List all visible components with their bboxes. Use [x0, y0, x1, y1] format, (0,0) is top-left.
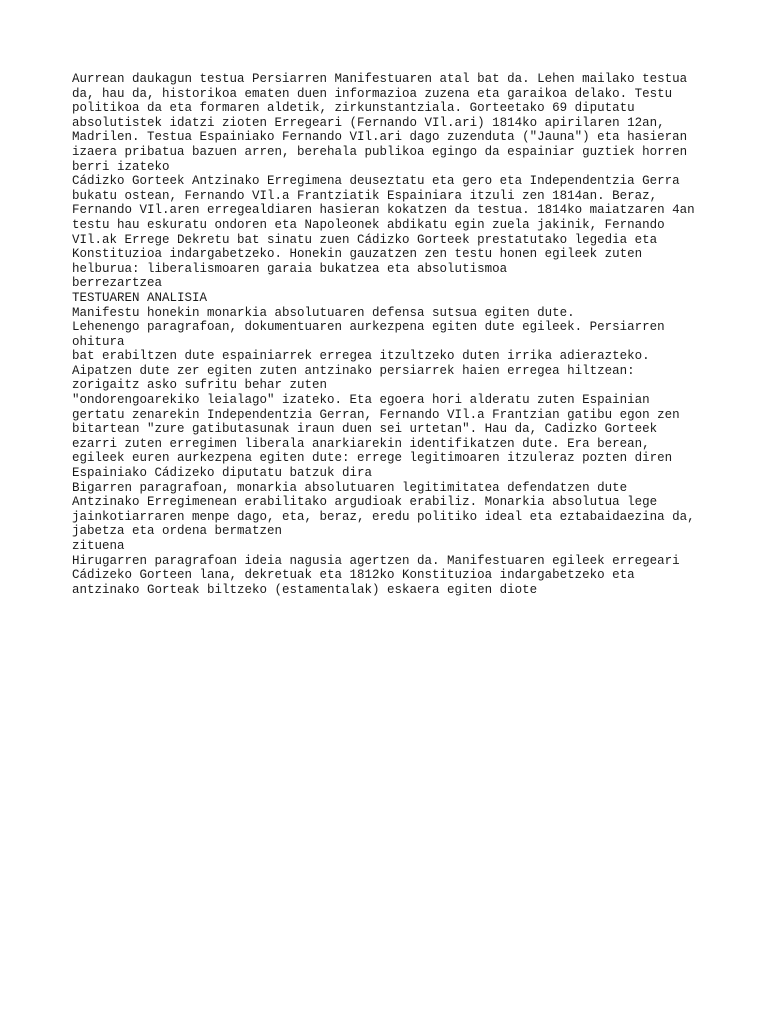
section-heading: TESTUAREN ANALISIA — [72, 290, 208, 305]
text-line: zorigaitz asko sufritu behar zuten — [72, 378, 328, 393]
text-line: antzinako Gorteak biltzeko (estamentalak) eskaera egiten diote — [72, 582, 538, 597]
text-line: Fernando VIl.aren erregealdiaren hasieran kokatzen da testua. 1814ko maiatzaren 4an — [72, 203, 695, 218]
document-page — [72, 72, 712, 597]
text-line: VIl.ak Errege Dekretu bat sinatu zuen Cádizko Gorteek prestatutako legedia eta — [72, 232, 658, 247]
text-line: Cádizko Gorteek Antzinako Erregimena deuseztatu eta gero eta Independentzia Gerra — [72, 174, 680, 189]
text-line: Cádizeko Gorteen lana, dekretuak eta 1812ko Konstituzioa indargabetzeko eta — [72, 568, 635, 583]
text-line: Antzinako Erregimenean erabilitako argudioak erabiliz. Monarkia absolutua lege — [72, 495, 658, 510]
text-line: bukatu ostean, Fernando VIl.a Frantziatik Espainiara itzuli zen 1814an. Beraz, — [72, 188, 658, 203]
text-line: Manifestu honekin monarkia absolutuaren defensa sutsua egiten dute. — [72, 305, 575, 320]
text-line: Madrilen. Testua Espainiako Fernando VIl.ari dago zuzenduta ("Jauna") eta hasieran — [72, 130, 688, 145]
text-line: "ondorengoarekiko leialago" izateko. Eta egoera hori alderatu zuten Espainian — [72, 393, 650, 408]
text-line: testu hau eskuratu ondoren eta Napoleonek abdikatu egin zuela jakinik, Fernando — [72, 217, 665, 232]
text-line: Konstituzioa indargabetzeko. Honekin gauzatzen zen testu honen egileek zuten — [72, 247, 643, 262]
text-line: jabetza eta ordena bermatzen — [72, 524, 283, 539]
text-line: ohitura — [72, 334, 125, 349]
text-line: Aurrean daukagun testua Persiarren Manifestuaren atal bat da. Lehen mailako testua — [72, 72, 688, 86]
text-line: bitartean "zure gatibutasunak iraun duen sei urtetan". Hau da, Cadizko Gorteek — [72, 422, 658, 437]
text-line: berri izateko — [72, 159, 170, 174]
text-line: zituena — [72, 539, 125, 553]
text-line: egileek euren aurkezpena egiten dute: errege legitimoaren itzuleraz pozten diren — [72, 451, 673, 466]
text-line: Bigarren paragrafoan, monarkia absolutuaren legitimitatea defendatzen dute — [72, 480, 628, 495]
text-line: Lehenengo paragrafoan, dokumentuaren aurkezpena egiten dute egileek. Persiarren — [72, 320, 665, 335]
text-line: izaera pribatua bazuen arren, berehala publikoa egingo da espainiar guztiek horren — [72, 144, 688, 159]
text-line: absolutistek idatzi zioten Erregeari (Fernando VIl.ari) 1814ko apirilaren 12an, — [72, 115, 665, 130]
text-line: da, hau da, historikoa ematen duen informazioa zuzena eta garaikoa delako. Testu — [72, 86, 673, 101]
text-line: politikoa da eta formaren aldetik, zirkunstantziala. Gorteetako 69 diputatu — [72, 101, 635, 116]
text-line: helburua: liberalismoaren garaia bukatzea eta absolutismoa — [72, 261, 508, 276]
text-line: ezarri zuten erregimen liberala anarkiarekin identifikatzen dute. Era berean, — [72, 436, 650, 451]
text-line: jainkotiarraren menpe dago, eta, beraz, eredu politiko ideal eta eztabaidaezina da, — [72, 509, 695, 524]
text-line: berrezartzea — [72, 276, 163, 291]
text-line: Espainiako Cádizeko diputatu batzuk dira — [72, 466, 373, 481]
text-line: Hirugarren paragrafoan ideia nagusia agertzen da. Manifestuaren egileek erregeari — [72, 553, 680, 568]
text-line: Aipatzen dute zer egiten zuten antzinako persiarrek haien erregea hiltzean: — [72, 363, 635, 378]
text-line: gertatu zenarekin Independentzia Gerran, Fernando VIl.a Frantzian gatibu egon zen — [72, 407, 680, 422]
text-line: bat erabiltzen dute espainiarrek erregea itzultzeko duten irrika adierazteko. — [72, 349, 650, 364]
